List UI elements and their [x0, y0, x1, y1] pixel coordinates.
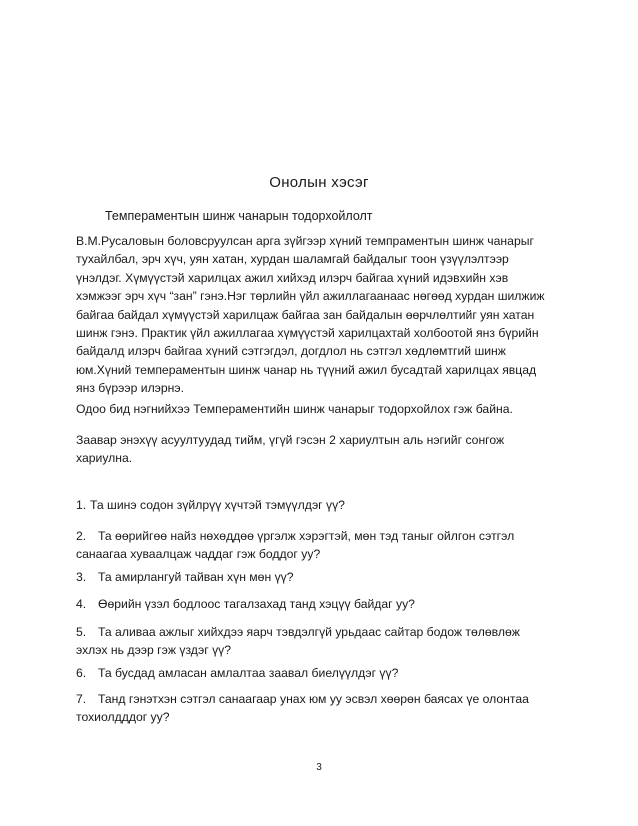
question-text: тохиолдддог уу? [76, 710, 170, 725]
question-number: 7. [76, 692, 87, 706]
question-number: 1. [76, 498, 87, 512]
paragraph-line: шинж гэнэ. Практик үйл ажиллагаа хүмүүстэй харилцахтай холбоотой янз бүрийн [76, 326, 539, 341]
question-text: Та амирлангуй тайван хүн мөн үү? [98, 570, 294, 584]
question-item [76, 595, 415, 613]
question-text: Та шинэ содон зүйлрүү хүчтэй тэмүүлдэг үү? [90, 498, 345, 512]
paragraph-line: Заавар энэхүү асуултуудад тийм, үгүй гэсэн 2 хариултын аль нэгийг сонгож [76, 433, 505, 447]
paragraph-line: байгаа байдал хүмүүстэй харилцаж байгаа зан байдалын өөрчлөлтийг уян хатан [76, 307, 535, 322]
section-subtitle: Темпераментын шинж чанарын тодорхойлолт [105, 209, 373, 223]
question-text: Өөрийн үзэл бодлоос тагалзахад танд хэцүү байдаг уу? [98, 597, 415, 611]
question-number: 4. [76, 597, 87, 611]
question-text: эхлэх нь дээр гэж үздэг үү? [76, 643, 232, 658]
paragraph-line: В.М.Русаловын боловсруулсан арга зүйгээр хүний темпраментын шинж чанарыг [76, 234, 534, 248]
question-item [76, 623, 520, 660]
question-text: санаагаа хуваалцаж чаддаг гэж боддог уу? [76, 547, 321, 562]
page-number: 3 [316, 762, 322, 773]
paragraph-line: юм.Хүний темпераментын шинж чанар нь түүний ажил бусадтай харилцах явцад [76, 362, 537, 377]
paragraph-line: Одоо бид нэгнийхээ Темпераментийн шинж чанарыг тодорхойлох гэж байна. [76, 402, 513, 416]
paragraph-line: янз бүрээр илэрнэ. [76, 381, 185, 396]
paragraph-line: хариулна. [76, 451, 133, 466]
paragraph-line: хэмжээг эрч хүч “зан” гэнэ.Нэг төрлийн үйл ажиллагаанаас нөгөөд хурдан шилжиж [76, 289, 545, 304]
question-item [76, 664, 398, 682]
question-item [76, 527, 514, 564]
question-text: Та аливаа ажлыг хийхдээ яарч тэвдэлгүй урьдаас сайтар бодож төлөвлөж [98, 625, 520, 639]
question-item [76, 568, 294, 586]
paragraph-line: байдалд илэрч байгаа хүний сэтгэгдэл, догдлол нь сэтгэл хөдлөмтгий шинж [76, 344, 506, 359]
instruction-paragraph [76, 431, 566, 468]
question-item [76, 496, 345, 514]
paragraph-line: үнэлдэг. Хүмүүстэй харилцах ажил хийхэд илэрч байгаа хүний идэвхийн хэв [76, 270, 509, 285]
question-text: Танд гэнэтхэн сэтгэл санаагаар унах юм уу эсвэл хөөрөн баясах үе олонтаа [98, 692, 529, 706]
today-paragraph [76, 400, 566, 418]
section-title: Онолын хэсэг [269, 174, 369, 191]
question-text: Та бусдад амласан амлалтаа заавал биелүүлдэг үү? [98, 666, 399, 680]
paragraph-line: тухайлбал, эрч хүч, уян хатан, хурдан шаламгай байдалыг тоон үзүүлэлтээр [76, 252, 509, 267]
question-number: 5. [76, 625, 87, 639]
question-text: Та өөрийгөө найз нөхөддөө үргэлж хэрэгтэй, мөн тэд таныг ойлгон сэтгэл [98, 529, 515, 543]
question-number: 3. [76, 570, 87, 584]
question-number: 2. [76, 529, 87, 543]
intro-paragraph [76, 232, 566, 398]
question-item [76, 690, 529, 727]
question-number: 6. [76, 666, 87, 680]
